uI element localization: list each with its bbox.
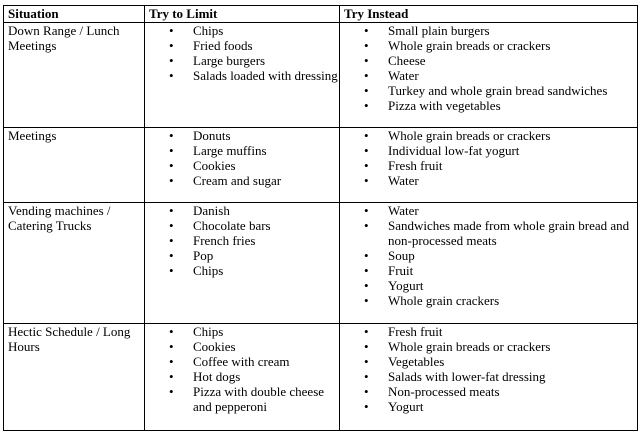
list-item: • Whole grain breads or crackers: [364, 38, 551, 53]
bullet-icon: •: [364, 53, 369, 68]
bullet-icon: •: [364, 23, 369, 38]
table-row: [4, 128, 638, 203]
list-item: • Chips: [169, 23, 224, 38]
limit-list: [149, 203, 339, 278]
limit-cell: [145, 203, 340, 324]
list-item: • Cookies: [169, 339, 236, 354]
list-item: • Salads with lower-fat dressing: [364, 369, 546, 384]
instead-list: [344, 203, 637, 308]
list-item: • Cookies: [169, 158, 236, 173]
bullet-icon: •: [169, 324, 174, 339]
bullet-icon: •: [169, 339, 174, 354]
instead-cell: [340, 23, 638, 128]
diet-table: [3, 5, 638, 431]
list-item: • Individual low-fat yogurt: [364, 143, 520, 158]
list-item: • Yogurt: [364, 278, 424, 293]
bullet-icon: •: [364, 128, 369, 143]
header-situation: Situation: [4, 6, 145, 23]
bullet-icon: •: [364, 158, 369, 173]
limit-cell: [145, 23, 340, 128]
situation-cell: Down Range / Lunch Meetings: [4, 23, 145, 128]
bullet-icon: •: [169, 143, 174, 158]
situation-cell: Vending machines / Catering Trucks: [4, 203, 145, 324]
list-item: • Coffee with cream: [169, 354, 290, 369]
list-item: • Fresh fruit: [364, 324, 443, 339]
list-item: • Whole grain breads or crackers: [364, 128, 551, 143]
list-item: • Whole grain breads or crackers: [364, 339, 551, 354]
instead-list: [344, 128, 637, 188]
list-item: • Chips: [169, 263, 224, 278]
list-item: • Fresh fruit: [364, 158, 443, 173]
bullet-icon: •: [364, 369, 369, 384]
bullet-icon: •: [169, 203, 174, 218]
list-item: • Chocolate bars: [169, 218, 271, 233]
bullet-icon: •: [364, 38, 369, 53]
bullet-icon: •: [364, 399, 369, 414]
bullet-icon: •: [364, 143, 369, 158]
list-item: • Water: [364, 68, 419, 83]
bullet-icon: •: [169, 128, 174, 143]
limit-cell: [145, 128, 340, 203]
bullet-icon: •: [364, 324, 369, 339]
header-try-instead: Try Instead: [340, 6, 638, 23]
instead-cell: [340, 324, 638, 431]
bullet-icon: •: [364, 293, 369, 308]
bullet-icon: •: [169, 38, 174, 53]
list-item: • Chips: [169, 324, 224, 339]
table-row: [4, 23, 638, 128]
bullet-icon: •: [169, 23, 174, 38]
list-item: • Small plain burgers: [364, 23, 490, 38]
situation-cell: Hectic Schedule / Long Hours: [4, 324, 145, 431]
list-item: • Non-processed meats: [364, 384, 500, 399]
limit-list: [149, 324, 339, 414]
instead-list: [344, 23, 637, 113]
list-item: • Fried foods: [169, 38, 253, 53]
list-item: • Large burgers: [169, 53, 266, 68]
bullet-icon: •: [364, 248, 369, 263]
bullet-icon: •: [364, 263, 369, 278]
list-item: • Yogurt: [364, 399, 424, 414]
header-row: [4, 6, 638, 23]
bullet-icon: •: [169, 53, 174, 68]
bullet-icon: •: [364, 339, 369, 354]
list-item: • Danish: [169, 203, 230, 218]
list-item: • Water: [364, 203, 419, 218]
bullet-icon: •: [169, 158, 174, 173]
bullet-icon: •: [364, 384, 369, 399]
situation-cell: Meetings: [4, 128, 145, 203]
limit-list: [149, 23, 339, 83]
bullet-icon: •: [364, 173, 369, 188]
list-item: • Whole grain crackers: [364, 293, 500, 308]
bullet-icon: •: [169, 173, 174, 188]
bullet-icon: •: [364, 83, 369, 98]
bullet-icon: •: [364, 278, 369, 293]
header-try-to-limit: Try to Limit: [145, 6, 340, 23]
list-item: • Cheese: [364, 53, 426, 68]
list-item: • Water: [364, 173, 419, 188]
list-item: • Pop: [169, 248, 214, 263]
list-item: • Salads loaded with dressing: [169, 68, 338, 83]
instead-list: [344, 324, 637, 414]
list-item: • Donuts: [169, 128, 231, 143]
bullet-icon: •: [169, 233, 174, 248]
bullet-icon: •: [364, 203, 369, 218]
bullet-icon: •: [169, 369, 174, 384]
bullet-icon: •: [364, 68, 369, 83]
list-item: • Pizza with double cheese and pepperoni: [169, 384, 325, 414]
bullet-icon: •: [364, 354, 369, 369]
limit-cell: [145, 324, 340, 431]
list-item: • Cream and sugar: [169, 173, 282, 188]
bullet-icon: •: [364, 218, 369, 233]
list-item: • Large muffins: [169, 143, 267, 158]
list-item: • Vegetables: [364, 354, 445, 369]
bullet-icon: •: [169, 68, 174, 83]
bullet-icon: •: [169, 248, 174, 263]
list-item: • Sandwiches made from whole grain bread and non-processed meats: [364, 218, 630, 248]
list-item: • Turkey and whole grain bread sandwiches: [364, 83, 608, 98]
limit-list: [149, 128, 339, 188]
list-item: • Soup: [364, 248, 415, 263]
list-item: • Fruit: [364, 263, 414, 278]
bullet-icon: •: [169, 384, 174, 399]
list-item: • Hot dogs: [169, 369, 241, 384]
instead-cell: [340, 203, 638, 324]
table-row: [4, 203, 638, 324]
table-row: [4, 324, 638, 431]
bullet-icon: •: [169, 263, 174, 278]
bullet-icon: •: [169, 218, 174, 233]
instead-cell: [340, 128, 638, 203]
bullet-icon: •: [364, 98, 369, 113]
bullet-icon: •: [169, 354, 174, 369]
list-item: • French fries: [169, 233, 256, 248]
list-item: • Pizza with vegetables: [364, 98, 501, 113]
